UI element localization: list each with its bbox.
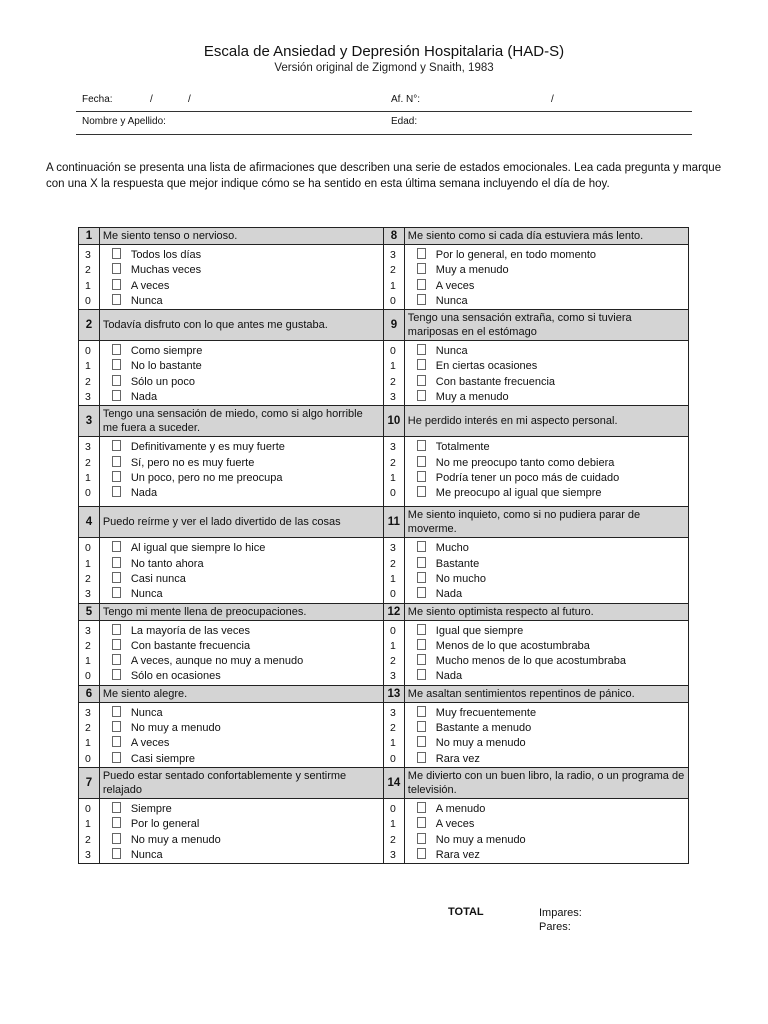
answer-option bbox=[112, 440, 383, 455]
score-value: 1 bbox=[85, 655, 91, 668]
answer-option-label: Muchas veces bbox=[130, 264, 202, 277]
score-value: 2 bbox=[389, 264, 396, 277]
answer-option bbox=[112, 833, 383, 848]
answer-option-label: Muy frecuentemente bbox=[435, 706, 537, 719]
answer-option bbox=[417, 471, 688, 486]
score-value: 2 bbox=[85, 833, 91, 846]
score-value: 3 bbox=[389, 706, 396, 719]
answer-option bbox=[417, 557, 688, 572]
page-subtitle: Versión original de Zigmond y Snaith, 1983 bbox=[274, 62, 494, 74]
answer-option-label: No lo bastante bbox=[130, 360, 202, 373]
impares-label: Impares: bbox=[539, 907, 582, 919]
score-value: 0 bbox=[85, 670, 91, 683]
answer-options bbox=[404, 341, 688, 406]
answer-option-label: Definitivamente y es muy fuerte bbox=[130, 441, 285, 454]
score-value: 0 bbox=[85, 345, 91, 358]
answer-option-label: Totalmente bbox=[435, 441, 490, 454]
answer-option-label: Muy a menudo bbox=[435, 264, 509, 277]
checkbox[interactable] bbox=[417, 639, 426, 650]
question-number: 11 bbox=[383, 507, 404, 538]
answer-option bbox=[417, 833, 688, 848]
answer-options bbox=[404, 245, 688, 310]
checkbox[interactable] bbox=[417, 279, 426, 290]
checkbox[interactable] bbox=[112, 669, 121, 680]
answer-options bbox=[99, 437, 383, 507]
answer-option-label: Muy a menudo bbox=[435, 391, 509, 404]
answer-options bbox=[404, 538, 688, 603]
question-number: 9 bbox=[383, 310, 404, 341]
answer-option bbox=[112, 294, 383, 309]
answer-option-label: Nunca bbox=[435, 294, 468, 307]
answer-option bbox=[112, 624, 383, 639]
answer-option-label: La mayoría de las veces bbox=[130, 624, 251, 637]
checkbox[interactable] bbox=[112, 736, 121, 747]
checkbox[interactable] bbox=[112, 557, 121, 568]
checkbox[interactable] bbox=[417, 752, 426, 763]
answer-option-label: Todos los días bbox=[130, 249, 202, 261]
answer-option-label: A veces bbox=[130, 279, 170, 292]
score-value: 3 bbox=[389, 391, 396, 404]
score-value: 0 bbox=[85, 294, 91, 307]
score-value: 3 bbox=[389, 848, 396, 861]
question-text: Puedo estar sentado confortablemente y sentirme relajado bbox=[99, 767, 383, 798]
question-number: 5 bbox=[79, 603, 100, 620]
checkbox[interactable] bbox=[112, 279, 121, 290]
answer-option-label: Al igual que siempre lo hice bbox=[130, 542, 266, 555]
instructions-text: A continuación se presenta una lista de afirmaciones que describen una serie de estados emocionales. Lea cada pregunta y marque con una X la respuesta que mejor indique cómo se ha sentido en esta última semana incluyendo el día de hoy. bbox=[46, 162, 722, 190]
answer-option-label: En ciertas ocasiones bbox=[435, 360, 538, 373]
question-text: Todavía disfruto con lo que antes me gustaba. bbox=[99, 310, 383, 341]
answer-option bbox=[112, 344, 383, 359]
answer-option bbox=[112, 721, 383, 736]
question-text: Me siento tenso o nervioso. bbox=[99, 228, 383, 245]
answer-option bbox=[112, 706, 383, 721]
total-label: TOTAL bbox=[448, 906, 484, 918]
score-value: 2 bbox=[85, 264, 91, 277]
answer-option-label: Por lo general, en todo momento bbox=[435, 249, 597, 261]
answer-option bbox=[417, 752, 688, 767]
answer-option-label: Casi nunca bbox=[130, 572, 186, 585]
score-column bbox=[383, 538, 404, 603]
checkbox[interactable] bbox=[417, 817, 426, 828]
fecha-slash-2: / bbox=[188, 94, 191, 105]
af-slash: / bbox=[551, 94, 554, 105]
answer-option bbox=[417, 486, 688, 501]
checkbox[interactable] bbox=[417, 456, 426, 467]
score-column bbox=[383, 798, 404, 863]
answer-option-label: Bastante bbox=[435, 557, 480, 570]
answer-option-label: Siempre bbox=[130, 802, 172, 815]
question-text: Tengo mi mente llena de preocupaciones. bbox=[99, 603, 383, 620]
score-value: 1 bbox=[85, 360, 91, 373]
answer-option bbox=[417, 390, 688, 405]
answer-option-label: A veces bbox=[435, 279, 475, 292]
question-text: Me siento alegre. bbox=[99, 685, 383, 702]
question-number: 4 bbox=[79, 507, 100, 538]
score-value: 3 bbox=[85, 249, 91, 261]
score-value: 0 bbox=[389, 752, 396, 765]
answer-option-label: Como siempre bbox=[130, 345, 203, 358]
score-value: 1 bbox=[85, 818, 91, 831]
answer-option-label: Sí, pero no es muy fuerte bbox=[130, 456, 255, 469]
answer-option bbox=[112, 541, 383, 556]
answer-option bbox=[417, 706, 688, 721]
checkbox[interactable] bbox=[417, 802, 426, 813]
checkbox[interactable] bbox=[112, 817, 121, 828]
answer-option bbox=[112, 390, 383, 405]
checkbox[interactable] bbox=[112, 833, 121, 844]
score-value: 1 bbox=[389, 639, 396, 652]
question-text: Me asaltan sentimientos repentinos de pánico. bbox=[404, 685, 688, 702]
answer-option bbox=[112, 279, 383, 294]
score-value: 3 bbox=[389, 542, 396, 555]
answer-option-label: Mucho menos de lo que acostumbraba bbox=[435, 655, 626, 668]
answer-option bbox=[112, 654, 383, 669]
answer-option bbox=[112, 639, 383, 654]
question-text: He perdido interés en mi aspecto personal. bbox=[404, 406, 688, 437]
answer-option bbox=[417, 848, 688, 863]
checkbox[interactable] bbox=[417, 486, 426, 497]
checkbox[interactable] bbox=[112, 344, 121, 355]
score-column bbox=[79, 245, 100, 310]
score-value: 1 bbox=[85, 279, 91, 292]
fecha-label: Fecha: bbox=[82, 94, 113, 105]
answer-option bbox=[112, 736, 383, 751]
answer-option bbox=[112, 817, 383, 832]
checkbox[interactable] bbox=[417, 390, 426, 401]
score-value: 3 bbox=[85, 624, 91, 637]
score-value: 2 bbox=[389, 557, 396, 570]
answer-options bbox=[99, 702, 383, 767]
question-number: 6 bbox=[79, 685, 100, 702]
question-text: Me siento optimista respecto al futuro. bbox=[404, 603, 688, 620]
score-value: 1 bbox=[85, 737, 91, 750]
checkbox[interactable] bbox=[417, 263, 426, 274]
checkbox[interactable] bbox=[112, 752, 121, 763]
checkbox[interactable] bbox=[112, 541, 121, 552]
answer-option-label: A veces bbox=[130, 737, 170, 750]
answer-option-label: Casi siempre bbox=[130, 752, 195, 765]
score-column bbox=[79, 798, 100, 863]
answer-option-label: No tanto ahora bbox=[130, 557, 204, 570]
answer-option bbox=[112, 587, 383, 602]
score-value: 2 bbox=[389, 722, 396, 735]
fecha-slash-1: / bbox=[150, 94, 153, 105]
answer-options bbox=[99, 620, 383, 685]
answer-option-label: Menos de lo que acostumbraba bbox=[435, 639, 590, 652]
answer-option bbox=[417, 541, 688, 556]
answer-option-label: Con bastante frecuencia bbox=[130, 639, 251, 652]
checkbox[interactable] bbox=[112, 359, 121, 370]
score-value: 3 bbox=[85, 848, 91, 861]
checkbox[interactable] bbox=[417, 833, 426, 844]
answer-option-label: Nada bbox=[130, 391, 158, 404]
answer-option-label: No me preocupo tanto como debiera bbox=[435, 456, 615, 469]
score-value: 2 bbox=[85, 639, 91, 652]
score-value: 1 bbox=[389, 360, 396, 373]
answer-option-label: A veces, aunque no muy a menudo bbox=[130, 655, 304, 668]
score-value: 1 bbox=[85, 471, 91, 484]
score-value: 0 bbox=[389, 802, 396, 815]
question-number: 7 bbox=[79, 767, 100, 798]
score-column bbox=[383, 245, 404, 310]
answer-option bbox=[417, 440, 688, 455]
question-text: Me divierto con un buen libro, la radio, o un programa de televisión. bbox=[404, 767, 688, 798]
checkbox[interactable] bbox=[112, 848, 121, 859]
checkbox[interactable] bbox=[417, 654, 426, 665]
score-value: 1 bbox=[389, 818, 396, 831]
score-value: 2 bbox=[85, 375, 91, 388]
answer-option bbox=[112, 359, 383, 374]
page-title: Escala de Ansiedad y Depresión Hospitalaria (HAD-S) bbox=[203, 43, 565, 60]
score-value: 3 bbox=[85, 391, 91, 404]
checkbox[interactable] bbox=[112, 486, 121, 497]
checkbox[interactable] bbox=[417, 557, 426, 568]
score-value: 3 bbox=[85, 441, 91, 454]
answer-option-label: No muy a menudo bbox=[435, 833, 526, 846]
answer-option bbox=[417, 669, 688, 684]
answer-option-label: Nunca bbox=[130, 848, 163, 861]
question-number: 8 bbox=[383, 228, 404, 245]
score-column bbox=[79, 538, 100, 603]
edad-label: Edad: bbox=[391, 116, 418, 127]
answer-option-label: Podría tener un poco más de cuidado bbox=[435, 471, 620, 484]
score-value: 1 bbox=[389, 279, 396, 292]
question-text: Me siento como si cada día estuviera más lento. bbox=[404, 228, 688, 245]
score-column bbox=[383, 341, 404, 406]
question-text: Tengo una sensación extraña, como si tuviera mariposas en el estómago bbox=[404, 310, 688, 341]
checkbox[interactable] bbox=[417, 440, 426, 451]
subtotals bbox=[539, 906, 582, 934]
question-text: Me siento inquieto, como si no pudiera parar de moverme. bbox=[404, 507, 688, 538]
score-value: 1 bbox=[389, 572, 396, 585]
checkbox[interactable] bbox=[112, 802, 121, 813]
question-number: 14 bbox=[383, 767, 404, 798]
answer-option-label: Rara vez bbox=[435, 752, 480, 765]
answer-option bbox=[112, 848, 383, 863]
divider-line bbox=[76, 111, 692, 112]
answer-option-label: Sólo en ocasiones bbox=[130, 670, 221, 683]
answer-option bbox=[112, 802, 383, 817]
answer-option-label: Bastante a menudo bbox=[435, 722, 532, 735]
checkbox[interactable] bbox=[417, 248, 426, 259]
score-value: 2 bbox=[85, 722, 91, 735]
checkbox[interactable] bbox=[417, 359, 426, 370]
answer-option bbox=[112, 248, 383, 263]
score-value: 2 bbox=[389, 456, 396, 469]
checkbox[interactable] bbox=[112, 471, 121, 482]
checkbox[interactable] bbox=[112, 294, 121, 305]
answer-option-label: No muy a menudo bbox=[130, 722, 221, 735]
checkbox[interactable] bbox=[112, 706, 121, 717]
score-value: 2 bbox=[389, 655, 396, 668]
question-number: 13 bbox=[383, 685, 404, 702]
answer-option-label: Igual que siempre bbox=[435, 624, 524, 637]
answer-option-label: Nunca bbox=[130, 294, 163, 307]
answer-option bbox=[417, 375, 688, 390]
score-value: 0 bbox=[389, 345, 396, 358]
answer-option-label: A veces bbox=[435, 818, 475, 831]
answer-option bbox=[112, 557, 383, 572]
checkbox[interactable] bbox=[417, 587, 426, 598]
score-value: 1 bbox=[389, 737, 396, 750]
answer-option-label: No muy a menudo bbox=[130, 833, 221, 846]
answer-option-label: Me preocupo al igual que siempre bbox=[435, 487, 602, 500]
checkbox[interactable] bbox=[417, 541, 426, 552]
score-column bbox=[383, 437, 404, 507]
score-value: 3 bbox=[389, 670, 396, 683]
score-column bbox=[79, 437, 100, 507]
answer-option bbox=[112, 263, 383, 278]
checkbox[interactable] bbox=[417, 721, 426, 732]
checkbox[interactable] bbox=[417, 624, 426, 635]
answer-option-label: Nunca bbox=[435, 345, 468, 358]
answer-option bbox=[417, 456, 688, 471]
checkbox[interactable] bbox=[417, 294, 426, 305]
answer-option bbox=[417, 572, 688, 587]
score-value: 0 bbox=[389, 588, 396, 601]
score-value: 2 bbox=[389, 375, 396, 388]
score-value: 0 bbox=[85, 752, 91, 765]
answer-option bbox=[112, 375, 383, 390]
answer-options bbox=[404, 620, 688, 685]
answer-option-label: Con bastante frecuencia bbox=[435, 375, 556, 388]
answer-option-label: Rara vez bbox=[435, 848, 480, 861]
answer-option bbox=[417, 654, 688, 669]
divider-line bbox=[76, 134, 692, 135]
question-number: 3 bbox=[79, 406, 100, 437]
answer-option-label: No mucho bbox=[435, 572, 486, 585]
score-value: 2 bbox=[85, 456, 91, 469]
answer-option bbox=[112, 486, 383, 501]
score-value: 0 bbox=[85, 487, 91, 500]
checkbox[interactable] bbox=[112, 390, 121, 401]
score-value: 1 bbox=[389, 471, 396, 484]
answer-option bbox=[417, 736, 688, 751]
answer-option bbox=[112, 669, 383, 684]
checkbox[interactable] bbox=[112, 654, 121, 665]
answer-option-label: Nada bbox=[435, 670, 463, 683]
answer-options bbox=[99, 341, 383, 406]
question-text: Puedo reírme y ver el lado divertido de las cosas bbox=[99, 507, 383, 538]
checkbox[interactable] bbox=[112, 572, 121, 583]
answer-option-label: A menudo bbox=[435, 802, 486, 815]
checkbox[interactable] bbox=[417, 471, 426, 482]
score-value: 2 bbox=[85, 572, 91, 585]
answer-option-label: Nunca bbox=[130, 588, 163, 601]
checkbox[interactable] bbox=[417, 848, 426, 859]
answer-option bbox=[417, 359, 688, 374]
questionnaire-table bbox=[78, 227, 689, 864]
checkbox[interactable] bbox=[417, 375, 426, 386]
answer-options bbox=[404, 702, 688, 767]
checkbox[interactable] bbox=[112, 624, 121, 635]
question-text: Tengo una sensación de miedo, como si algo horrible me fuera a suceder. bbox=[99, 406, 383, 437]
checkbox[interactable] bbox=[112, 440, 121, 451]
checkbox[interactable] bbox=[417, 706, 426, 717]
nombre-label: Nombre y Apellido: bbox=[82, 116, 166, 127]
score-column bbox=[383, 620, 404, 685]
checkbox[interactable] bbox=[417, 669, 426, 680]
answer-option bbox=[112, 456, 383, 471]
score-value: 0 bbox=[389, 294, 396, 307]
answer-option bbox=[112, 572, 383, 587]
answer-option bbox=[417, 344, 688, 359]
score-value: 2 bbox=[389, 833, 396, 846]
checkbox[interactable] bbox=[417, 344, 426, 355]
question-number: 1 bbox=[79, 228, 100, 245]
af-label: Af. N°: bbox=[391, 94, 421, 105]
checkbox[interactable] bbox=[112, 587, 121, 598]
answer-option-label: Mucho bbox=[435, 542, 469, 555]
answer-option bbox=[417, 721, 688, 736]
answer-options bbox=[404, 798, 688, 863]
answer-option-label: Nada bbox=[435, 588, 463, 601]
answer-option-label: Por lo general bbox=[130, 818, 200, 831]
answer-option-label: Sólo un poco bbox=[130, 375, 196, 388]
answer-option bbox=[417, 639, 688, 654]
score-value: 0 bbox=[389, 624, 396, 637]
question-number: 10 bbox=[383, 406, 404, 437]
answer-option bbox=[417, 294, 688, 309]
score-value: 1 bbox=[85, 557, 91, 570]
answer-option-label: Un poco, pero no me preocupa bbox=[130, 471, 283, 484]
score-column bbox=[79, 702, 100, 767]
pares-label: Pares: bbox=[539, 921, 571, 933]
answer-option bbox=[417, 248, 688, 263]
answer-options bbox=[99, 245, 383, 310]
score-value: 0 bbox=[85, 542, 91, 555]
score-value: 0 bbox=[85, 802, 91, 815]
checkbox[interactable] bbox=[112, 248, 121, 259]
checkbox[interactable] bbox=[112, 639, 121, 650]
answer-option-label: No muy a menudo bbox=[435, 737, 526, 750]
checkbox[interactable] bbox=[112, 375, 121, 386]
score-value: 3 bbox=[389, 249, 396, 261]
checkbox[interactable] bbox=[417, 572, 426, 583]
checkbox[interactable] bbox=[112, 456, 121, 467]
question-number: 2 bbox=[79, 310, 100, 341]
score-value: 0 bbox=[389, 487, 396, 500]
checkbox[interactable] bbox=[417, 736, 426, 747]
checkbox[interactable] bbox=[112, 721, 121, 732]
checkbox[interactable] bbox=[112, 263, 121, 274]
answer-option bbox=[112, 471, 383, 486]
answer-option bbox=[112, 752, 383, 767]
score-column bbox=[383, 702, 404, 767]
score-value: 3 bbox=[85, 588, 91, 601]
answer-option bbox=[417, 279, 688, 294]
answer-option bbox=[417, 624, 688, 639]
answer-options bbox=[404, 437, 688, 507]
score-column bbox=[79, 620, 100, 685]
answer-option bbox=[417, 802, 688, 817]
answer-option bbox=[417, 817, 688, 832]
answer-options bbox=[99, 798, 383, 863]
answer-option-label: Nunca bbox=[130, 706, 163, 719]
answer-option bbox=[417, 263, 688, 278]
score-column bbox=[79, 341, 100, 406]
answer-option bbox=[417, 587, 688, 602]
score-value: 3 bbox=[389, 441, 396, 454]
score-value: 3 bbox=[85, 706, 91, 719]
question-number: 12 bbox=[383, 603, 404, 620]
answer-option-label: Nada bbox=[130, 487, 158, 500]
answer-options bbox=[99, 538, 383, 603]
